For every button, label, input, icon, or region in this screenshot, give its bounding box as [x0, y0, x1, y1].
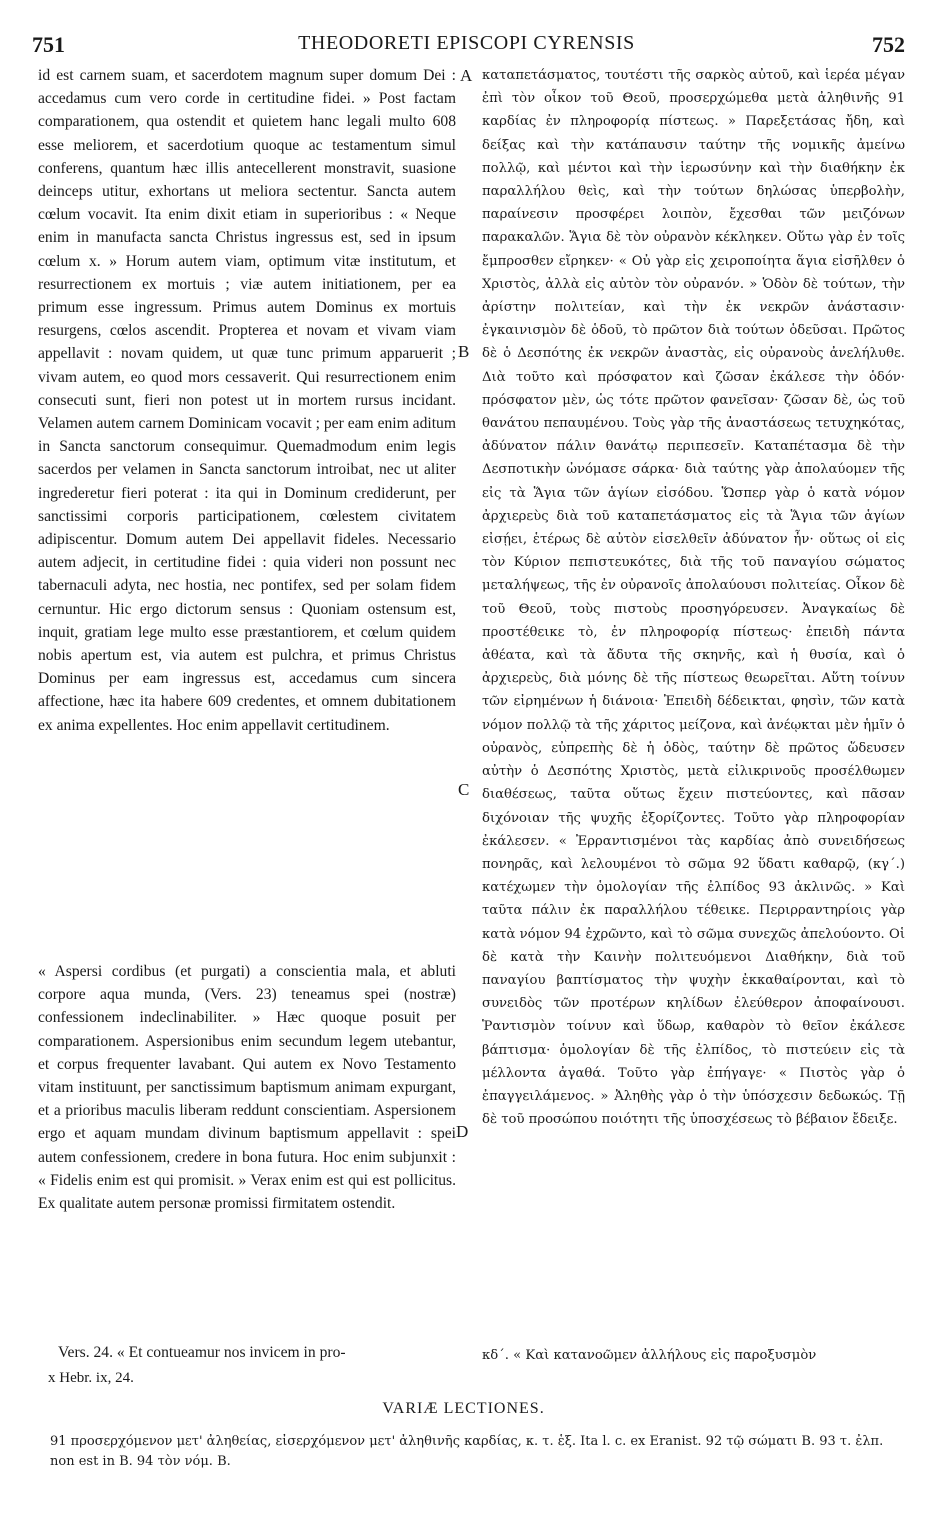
margin-letter-c: C [458, 780, 470, 799]
greek-column [482, 64, 905, 1378]
greek-verse-24: κδ΄. « Καὶ κατανοῶμεν ἀλλήλους εἰς παροξυσμὸν [482, 1348, 817, 1363]
margin-letter-a: A [460, 66, 473, 85]
margin-letter-d: D [456, 1122, 469, 1141]
latin-footnote: x Hebr. ix, 24. [48, 1370, 134, 1386]
latin-column-lower [38, 960, 456, 1378]
variae-lectiones-heading: VARIÆ LECTIONES. [382, 1400, 545, 1417]
running-header [28, 32, 905, 62]
latin-paragraph-2: « Aspersi cordibus (et purgati) a conscientia mala, et abluti corpore aqua munda, (Vers. 23) teneamus spei (nostræ) confessionem indeclinabiliter. » Hæc quoque posuit per comparationem. Aspersionibus enim secundum legem utebantur, et corpus frequenter lavabant. Qui autem ex Novo Testamento vitam instituunt, per sanctissimum baptismum animam expurgant, et a prioribus maculis liberam reddunt conscientiam. Aspersionem ergo et aquam mundam divinum baptismum appellavit : spei autem confessionem, credere in bona futura. Hoc enim subjunxit : « Fidelis enim est qui promisit. » Verax enim est qui est pollicitus. Ex qualitate autem personæ promissi firmitatem ostendit. [38, 963, 456, 1213]
variae-lectiones-text: 91 προσερχόμενον μετ' ἀληθείας, εἰσερχόμενον μετ' ἀληθινῆς καρδίας, κ. τ. ἑξ. Ita l. c. ex Eranist. 92 τῷ σώματι B. 93 τ. ἐλπ. non est in B. 94 τὸν νόμ. B. [50, 1434, 884, 1469]
latin-column-upper [38, 64, 456, 932]
running-title: THEODORETI EPISCOPI CYRENSIS [298, 32, 635, 54]
greek-text: καταπετάσματος, τουτέστι τῆς σαρκὸς αὐτοῦ, καὶ ἱερέα μέγαν ἐπὶ τὸν οἶκον τοῦ Θεοῦ, προσερχώμεθα μετὰ ἀληθινῆς 91 καρδίας ἐν πληροφορίᾳ πίστεως. » Παρεξετάσας ἤδη, καὶ δείξας καὶ τὴν κατάπαυσιν ταύτην τῆς νομικῆς ἀμείνω πολλῷ, καὶ μέντοι καὶ τὴν ἱερωσύνην καὶ τὴν διαθήκην ἐκ παραλλήλου θεὶς, καὶ τὴν τούτων δηλώσας ὑπερβολὴν, παραίνεσιν προσφέρει λοιπὸν, ἔχεσθαι τῶν μειζόνων παρακαλῶν. Ἅγια δὲ τὸν οὐρανὸν κέκληκεν. Οὕτω γὰρ ἐν τοῖς ἔμπροσθεν εἴρηκεν· « Οὐ γὰρ εἰς χειροποίητα ἅγια εἰσῆλθεν ὁ Χριστὸς, ἀλλὰ εἰς αὐτὸν τὸν οὐρανόν. » Ὁδὸν δὲ τούτων, τὴν ἀρίστην πολιτείαν, καὶ τὴν ἐκ νεκρῶν ἀνάστασιν· ἐγκαινισμὸν δὲ ὁδοῦ, τὸ πρῶτον διὰ τούτων ὁδεῦσαι. Πρῶτος δὲ ὁ Δεσπότης ἐκ νεκρῶν ἀναστὰς, εἰς οὐρανοὺς ἀνελήλυθε. Διὰ τοῦτο καὶ πρόσφατον καὶ ζῶσαν ἐκάλεσε τὴν ὁδόν· πρόσφατον μὲν, ὡς τότε πρῶτον φανεῖσαν· ζῶσαν δὲ, ὡς τοῦ θανάτου πεπαυμένου. Τοὺς γὰρ τῆς ἀναστάσεως τετυχηκότας, ἀδύνατον πάλιν θανάτῳ περιπεσεῖν. Καταπέτασμα δὲ τὴν Δεσποτικὴν ὠνόμασε σάρκα· διὰ ταύτης γὰρ ἀπολαύομεν τῆς εἰς τὰ Ἅγια τῶν ἁγίων εἰσόδου. Ὥσπερ γὰρ ὁ κατὰ νόμον ἀρχιερεὺς διὰ τοῦ καταπετάσματος εἰς τὰ Ἅγια τῶν ἁγίων εἰσῄει, ἑτέρως δὲ αὐτὸν εἰσελθεῖν ἀδύνατον ἦν· οὕτως οἱ εἰς τὸν Κύριον πεπιστευκότες, διὰ τῆς τοῦ παναγίου σώματος μεταλήψεως, τῆς ἐν οὐρανοῖς ἀπολαύουσι πολιτείας. Οἶκον δὲ τοῦ Θεοῦ, τοὺς πιστοὺς προσηγόρευσεν. Ἀναγκαίως δὲ προστέθεικε τὸ, ἐν πληροφορίᾳ πίστεως· ἐπειδὴ πάντα ἀθέατα, καὶ τὰ ἄδυτα τῆς σκηνῆς, καὶ ἡ θυσία, καὶ ὁ ἀρχιερεὺς, διὰ μόνης δὲ τῆς πίστεως θεωρεῖται. Αὕτη τοίνυν τῶν εἰρημένων ἡ διάνοια· Ἐπειδὴ δέδεικται, φησὶν, τῶν κατὰ νόμον πολλῷ τὰ τῆς χάριτος μείζονα, καὶ ἀνέῳκται μὲν ἡμῖν ὁ οὐρανὸς, εὐπρεπὴς δὲ ἡ ὁδὸς, ταύτην δὲ πρῶτος ὥδευσεν αὐτὴν ὁ Δεσπότης Χριστὸς, μετὰ εἰλικρινοῦς προσέλθωμεν διαθέσεως, ταῦτα οὕτως ἔχειν πιστεύοντες, καὶ πᾶσαν διχόνοιαν τῆς ψυχῆς ἐξορίζοντες. Τοῦτο γὰρ πληροφορίαν ἐκάλεσεν. « Ἐρραντισμένοι τὰς καρδίας ἀπὸ συνειδήσεως πονηρᾶς, καὶ λελουμένοι τὸ σῶμα 92 ὕδατι καθαρῷ, (κγ΄.) κατέχωμεν τὴν ὁμολογίαν τῆς ἐλπίδος 93 ἀκλινῶς. » Καὶ ταῦτα πάλιν ἐκ παραλλήλου τέθεικε. Περιρραντηρίοις γὰρ κατὰ νόμον 94 ἐχρῶντο, καὶ τὸ σῶμα συνεχῶς ἀπελούοντο. Οἱ δὲ κατὰ τὴν Καινὴν πολιτευόμενοι Διαθήκην, διὰ τοῦ παναγίου βαπτίσματος τὴν ψυχὴν ἐκκαθαίρονται, καὶ τὸ συνειδὸς τῶν προτέρων κηλίδων ἐλεύθερον ἀποφαίνουσι. Ῥαντισμὸν τοίνυν καὶ ὕδωρ, καθαρὸν τὸ θεῖον ἐκάλεσε βάπτισμα· ὁμολογίαν δὲ τῆς ἐλπίδος, τὸ πιστεύειν εἰς τὰ μέλλοντα ἀγαθά. Τοῦτο γὰρ ἐπήγαγε· « Πιστὸς γὰρ ὁ ἐπαγγειλάμενος. » Ἀληθὴς γὰρ ὁ τὴν ὑπόσχεσιν δεδωκώς. Τῇ δὲ τοῦ προσώπου ποιότητι τῆς ὑποσχέσεως τὸ βέβαιον ἔδειξε. [482, 68, 905, 1128]
right-page-number: 752 [872, 32, 905, 57]
margin-letter-b: B [458, 342, 470, 361]
left-page-number: 751 [32, 32, 65, 57]
latin-verse-24: Vers. 24. « Et contueamur nos invicem in pro- [58, 1344, 346, 1361]
latin-paragraph-1: id est carnem suam, et sacerdotem magnum super domum Dei : accedamus cum vero corde in certitudine fidei. » Post factam comparationem, qua ostendit et quietem hanc legali multo 608 esse meliorem, et sacerdotium quoque ac testamentum simul conferens, quantum hæc illis antecellerent monstravit, suasione deinceps utitur, exhortans ut meliora sectentur. Sancta autem cœlum vocavit. Ita enim dixit etiam in superioribus : « Neque enim in manufacta sancta Christus ingressus est, sed in ipsum cœlum x. » Horum autem viam, optimum vitæ institutum, et resurrectionem ex mortuis ; viæ autem initiationem, per ea primum esse ingressum. Primus autem Dominus ex mortuis resurgens, cœlos ascendit. Propterea et novam et vivam viam appellavit : novam quidem, ut quæ tunc primum apparuerit ; vivam autem, eo quod mors cessaverit. Qui resurrectionem enim consecuti sunt, fieri non potest ut in mortem rursus incidant. Velamen autem carnem Dominicam vocavit ; per eam enim aditum in Sancta sanctorum consequimur. Quemadmodum enim legis sacerdos per velamen in Sancta sanctorum introibat, nec ut aliter ingrederetur fieri poterat : ita qui in Dominum crediderunt, per sanctissimi corporis participationem, cœlestem civitatem adipiscentur. Domum autem Dei appellavit fideles. Necessario autem adjecit, in certitudine fidei : quia videri non possunt nec tabernaculi adyta, nec hostia, nec pontifex, sed per solam fidem cernuntur. Hic ergo dictorum sensus : Quoniam ostensum est, inquit, gratiam lege multo esse præstantiorem, et cœlum quidem nobis apertum est, via autem est pulchra, et primus Christus Dominus per eam ingressus est, accedamus cum sincera affectione, hæc ita habere 609 credentes, et omnem dubitationem ex anima expellentes. Hoc enim appellavit certitudinem. [38, 67, 456, 734]
